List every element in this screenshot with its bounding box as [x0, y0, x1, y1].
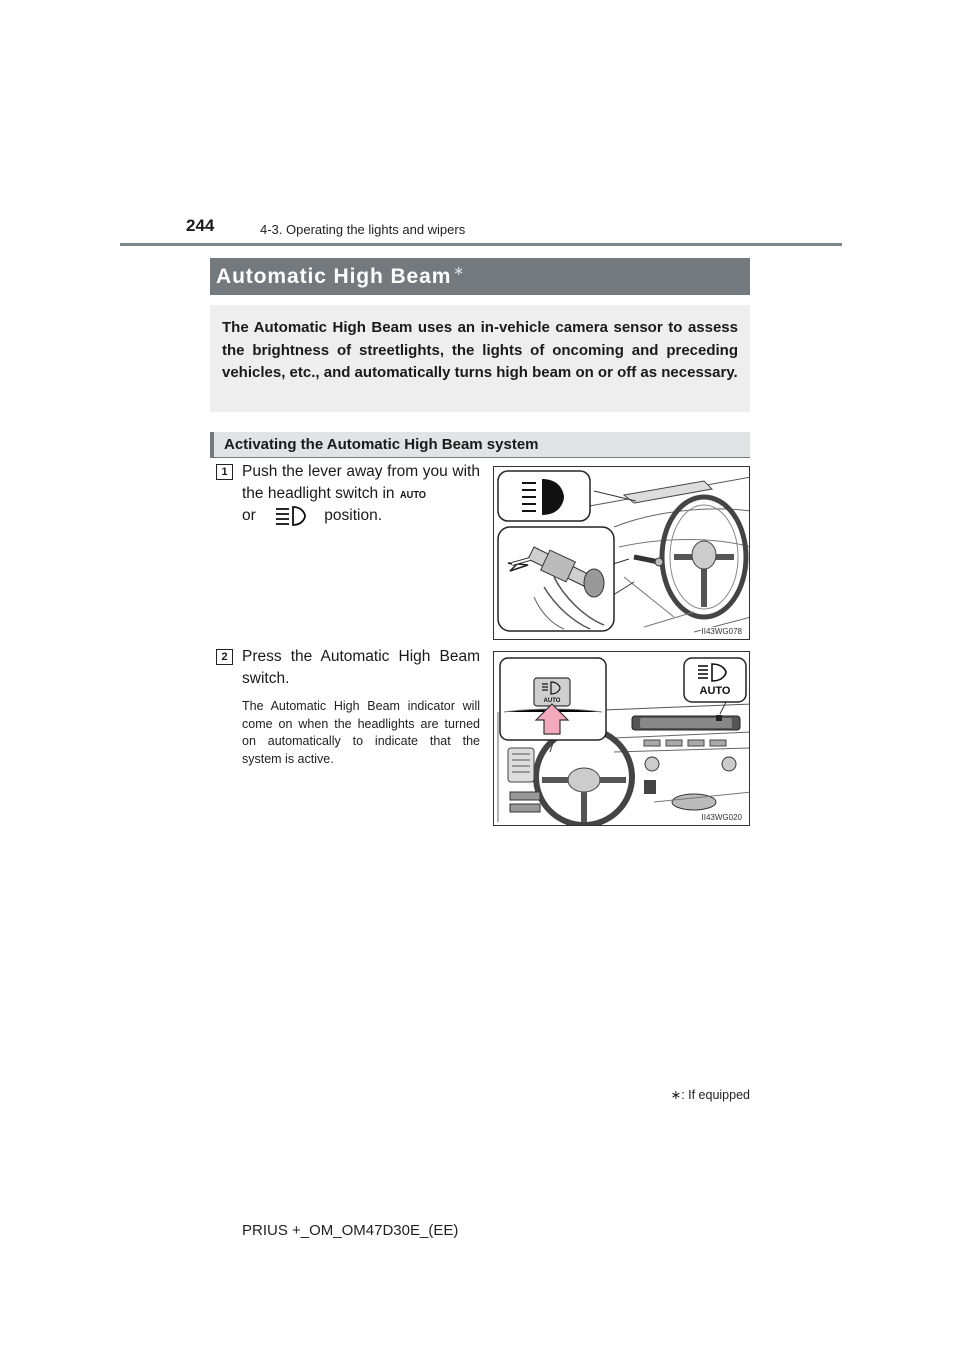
subsection-heading [210, 432, 750, 458]
step-1-text-c: position. [324, 507, 382, 525]
step-2-note: The Automatic High Beam indicator will come on when the headlights are turned on automatically to indicate that the system is active. [242, 699, 480, 766]
step-1-text [242, 461, 480, 527]
document-code: PRIUS +_OM_OM47D30E_(EE) [242, 1222, 459, 1239]
footnote-marker: ∗ [670, 1088, 682, 1102]
step-1-text-b: or [242, 507, 256, 525]
button-auto-label: AUTO [699, 685, 731, 697]
switch-auto-label: AUTO [543, 698, 561, 704]
headlight-on-icon [273, 505, 307, 527]
equipped-marker: ∗ [453, 263, 465, 278]
figure-auto-switch [493, 651, 750, 826]
intro-text: The Automatic High Beam uses an in-vehicle camera sensor to assess the brightness of streetlights, the lights of oncoming and preceding vehicles, etc., and automatically turns high beam on or off as necessary. [222, 319, 738, 381]
subsection-title: Activating the Automatic High Beam system [224, 436, 539, 453]
footnote [671, 1087, 750, 1102]
section-title-bar [210, 258, 750, 295]
page-number: 244 [186, 216, 215, 235]
step-2-number: 2 [216, 649, 233, 665]
step-2-text: Press the Automatic High Beam switch. [242, 648, 480, 687]
figure-lever-push [493, 466, 750, 640]
figure-2-code: II43WG020 [701, 813, 742, 822]
intro-box [210, 305, 750, 412]
step-1-number: 1 [216, 464, 233, 480]
step-1-text-a: Push the lever away from you with the headlight switch in [242, 463, 480, 502]
figure-1-code: II43WG078 [701, 627, 742, 636]
lever-illustration [494, 467, 750, 640]
header-rule [120, 243, 842, 246]
dashboard-illustration [494, 652, 750, 826]
section-title: Automatic High Beam [216, 264, 452, 288]
section-breadcrumb: 4-3. Operating the lights and wipers [260, 222, 466, 237]
auto-headlight-icon [399, 487, 427, 501]
auto-icon-label: AUTO [399, 489, 427, 501]
footnote-text: : If equipped [681, 1088, 750, 1102]
